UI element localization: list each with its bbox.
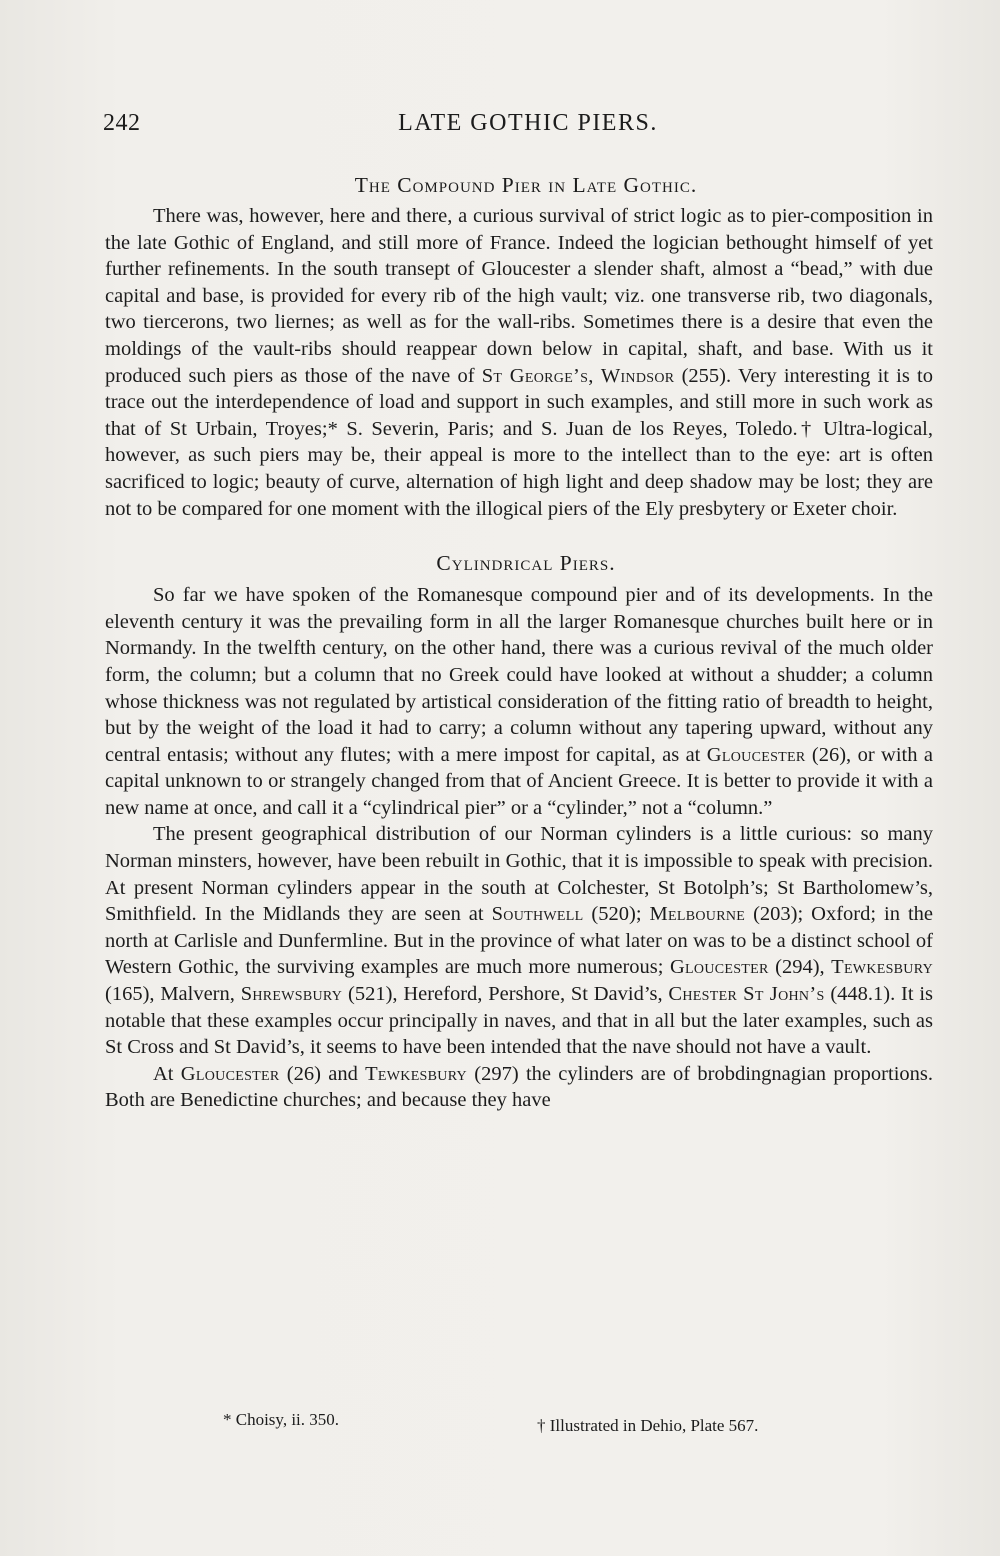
footnotes (105, 1410, 933, 1440)
building-reference: Gloucester (669, 956, 769, 979)
text-run: So far we have spoken of the Romanesque compound pier and of its developments. In the eleventh century it was the prevailing form in all the larger Romanesque churches built here or in Normandy. In the twelfth century, on the other hand, there was a curious revival of the much older form, the column; but a column that no Greek could have looked at without a shudder; a column whose thickness was not regulated by artistical consideration of the fitting ratio of breadth to height, but by the weight of the load it had to carry; a column without any tapering upward, without any central entasis; without any flutes; with a mere impost for capital, as at (105, 584, 933, 766)
text-run: (520); (583, 903, 650, 926)
building-reference: Shrewsbury (240, 983, 343, 1006)
text-run: There was, however, here and there, a curious survival of strict logic as to pier-composition in the late Gothic of England, and still more of France. Indeed the logician bethought himself of yet further refinements. In the south transept of Gloucester a slender shaft, almost a “bead,” with due capital and base, is provided for every rib of the high vault; viz. one transverse rib, two diagonals, two tiercerons, two liernes; as well as for the wall-ribs. Sometimes there is a desire that even the moldings of the vault-ribs should reappear down below in capital, shaft, and base. With us it produced such piers as those of the nave of (105, 205, 933, 387)
building-reference: Chester St John’s (668, 983, 825, 1006)
text-run: (165), Malvern, (105, 983, 241, 1006)
text-run: (26), or with a capital unknown to or strangely changed from that of Ancient Greece. It is better to provide it with a new name at once, and call it a “cylindrical pier” or a “cylinder,” not a “column.” (105, 743, 933, 819)
page-number: 242 (103, 110, 141, 136)
text-run: The present geographical distribution of our Norman cylinders is a little curious: so many Norman minsters, however, have been rebuilt in Gothic, that it is impossible to speak with precision. At present Norman cylinders appear in the south at Colchester, St Botolph’s; St Bartholomew’s, Smithfield. In the Midlands they are seen at (105, 823, 933, 926)
text-run: (448.1). It is notable that these examples occur principally in naves, and that in all but the later examples, such as St Cross and St David’s, it seems to have been intended that the nave should not have a vault. (105, 983, 934, 1059)
running-title: LATE GOTHIC PIERS. (398, 110, 658, 136)
text-run: (26) and (279, 1062, 366, 1085)
text-run: (297) the cylinders are of brobdingnagian proportions. Both are Benedictine churches; and because they have (105, 1062, 933, 1112)
building-reference: Tewkesbury (365, 1062, 467, 1085)
body-text (105, 170, 933, 1114)
text-run: (294), (768, 956, 832, 979)
section-heading-cylindrical-piers: Cylindrical Piers. (436, 551, 616, 576)
building-reference: Southwell (491, 903, 584, 926)
building-reference: Melbourne (649, 903, 746, 926)
paragraph-gloucester-tewkesbury (105, 1061, 933, 1114)
running-head (103, 110, 933, 144)
text-run: (521), Hereford, Pershore, St David’s, (342, 983, 669, 1006)
paragraph-cylindrical-intro (105, 582, 933, 821)
section-heading-compound-pier: The Compound Pier in Late Gothic. (354, 173, 698, 197)
footnote-dehio: † Illustrated in Dehio, Plate 567. (537, 1416, 759, 1435)
building-reference: Tewkesbury (831, 956, 933, 979)
building-reference: Gloucester (180, 1062, 280, 1085)
text-run: (203); Oxford; in the north at Carlisle and Dunfermline. But in the province of what later on was to be a distinct school of Western Gothic, the surviving examples are much more numerous; (105, 903, 933, 979)
text-run: At (153, 1062, 181, 1085)
paragraph-distribution (105, 821, 933, 1060)
building-reference: Gloucester (706, 743, 806, 766)
building-reference: St George’s, Windsor (481, 364, 675, 387)
footnote-choisy: * Choisy, ii. 350. (223, 1410, 340, 1429)
paragraph-compound-pier (105, 203, 933, 522)
text-run: (255). Very interesting it is to trace out the interdependence of load and support in such examples, and still more in such work as that of St Urbain, Troyes;* S. Severin, Paris; and S. Juan de los Reyes, Toledo.† Ultra-logical, however, as such piers may be, their appeal is more to the intellect than to the eye: art is often sacrificed to logic; beauty of curve, alternation of high light and deep shadow may be lost; they are not to be compared for one moment with the illogical piers of the Ely presbytery or Exeter choir. (105, 364, 933, 520)
